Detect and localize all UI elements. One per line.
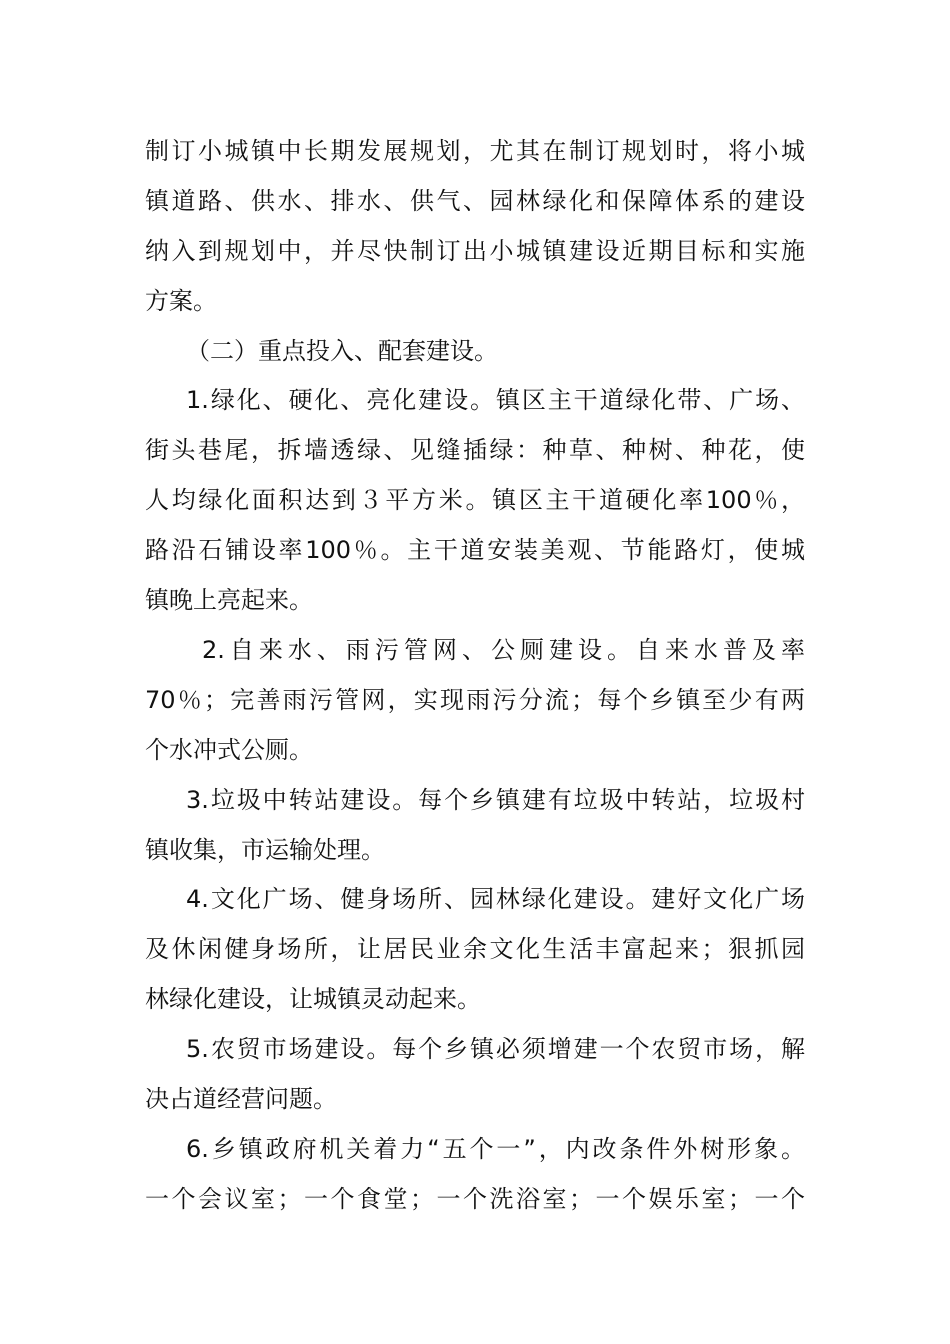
item-1-line: 人均绿化面积达到３平方米。镇区主干道硬化率100％， bbox=[145, 486, 805, 514]
item-2-line: 2.自来水、雨污管网、公厕建设。自来水普及率 bbox=[202, 636, 805, 664]
item-2-line: 70％；完善雨污管网，实现雨污分流；每个乡镇至少有两 bbox=[145, 686, 805, 714]
paragraph-line: 纳入到规划中，并尽快制订出小城镇建设近期目标和实施 bbox=[145, 237, 805, 265]
item-1-line: 路沿石铺设率100％。主干道安装美观、节能路灯，使城 bbox=[145, 536, 805, 564]
item-1-line: 1.绿化、硬化、亮化建设。镇区主干道绿化带、广场、 bbox=[186, 386, 805, 414]
item-6-line: 一个会议室；一个食堂；一个洗浴室；一个娱乐室；一个 bbox=[145, 1185, 805, 1213]
item-4-line: 林绿化建设，让城镇灵动起来。 bbox=[145, 985, 481, 1013]
item-6-line: 6.乡镇政府机关着力“五个一”，内改条件外树形象。 bbox=[186, 1135, 805, 1163]
item-2-line: 个水冲式公厕。 bbox=[145, 736, 313, 764]
item-3-line: 3.垃圾中转站建设。每个乡镇建有垃圾中转站，垃圾村 bbox=[186, 786, 805, 814]
item-1-line: 街头巷尾，拆墙透绿、见缝插绿：种草、种树、种花，使 bbox=[145, 436, 805, 464]
item-4-line: 4.文化广场、健身场所、园林绿化建设。建好文化广场 bbox=[186, 885, 805, 913]
paragraph-line: 方案。 bbox=[145, 287, 217, 315]
paragraph-line: 制订小城镇中长期发展规划，尤其在制订规划时，将小城 bbox=[145, 137, 805, 165]
section-heading: （二）重点投入、配套建设。 bbox=[186, 337, 498, 365]
item-5-line: 决占道经营问题。 bbox=[145, 1085, 337, 1113]
item-3-line: 镇收集，市运输处理。 bbox=[145, 836, 385, 864]
item-4-line: 及休闲健身场所，让居民业余文化生活丰富起来；狠抓园 bbox=[145, 935, 805, 963]
item-5-line: 5.农贸市场建设。每个乡镇必须增建一个农贸市场，解 bbox=[186, 1035, 805, 1063]
paragraph-line: 镇道路、供水、排水、供气、园林绿化和保障体系的建设 bbox=[145, 187, 805, 215]
item-1-line: 镇晚上亮起来。 bbox=[145, 586, 313, 614]
